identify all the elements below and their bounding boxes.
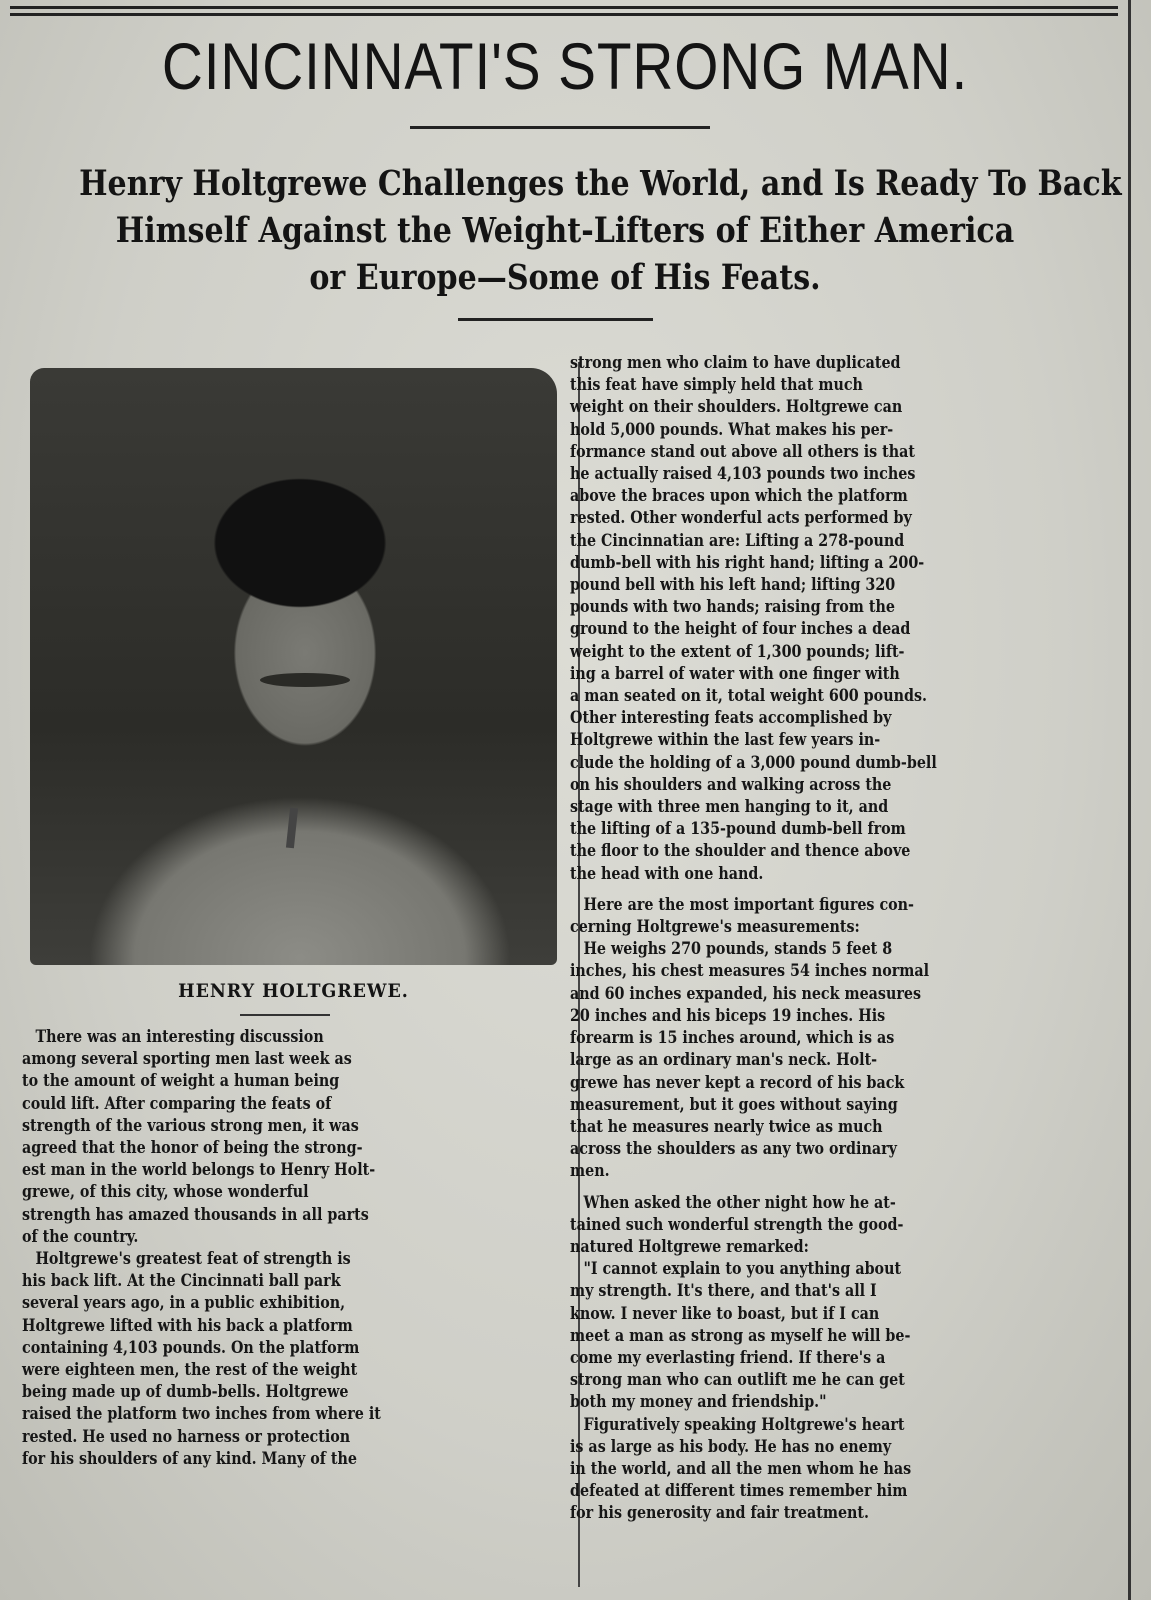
subhead-line-3: or Europe—Some of His Feats.	[309, 257, 821, 298]
text-line: this feat have simply held that much	[570, 375, 863, 396]
text-line: my strength. It's there, and that's all I	[570, 1281, 877, 1302]
text-line: across the shoulders as any two ordinary	[570, 1139, 897, 1160]
text-line: Other interesting feats accomplished by	[570, 708, 892, 729]
text-line: were eighteen men, the rest of the weight	[22, 1360, 358, 1381]
text-line: for his generosity and fair treatment.	[570, 1503, 870, 1524]
text-line: grewe, of this city, whose wonderful	[22, 1182, 309, 1203]
text-line: of the country.	[22, 1226, 139, 1247]
text-line: is as large as his body. He has no enemy	[570, 1436, 892, 1457]
text-line: agreed that the honor of being the strong-	[22, 1138, 363, 1159]
text-line: 20 inches and his biceps 19 inches. His	[570, 1005, 886, 1026]
text-line: Here are the most important figures con-	[583, 894, 914, 915]
text-line: that he measures nearly twice as much	[570, 1116, 883, 1137]
subhead-divider	[458, 318, 653, 321]
text-line: the floor to the shoulder and thence above	[570, 841, 911, 862]
text-line: "I cannot explain to you anything about	[583, 1259, 902, 1280]
text-line: strength has amazed thousands in all parts	[22, 1204, 369, 1225]
text-line: raised the platform two inches from where it	[22, 1404, 381, 1425]
text-line: pound bell with his left hand; lifting 320	[570, 575, 896, 596]
photo-caption: HENRY HOLTGREWE.	[178, 980, 409, 1002]
text-line: meet a man as strong as myself he will be-	[570, 1325, 911, 1346]
right-border-rule	[1128, 0, 1131, 1600]
caption-divider	[240, 1014, 330, 1016]
text-line: to the amount of weight a human being	[22, 1071, 340, 1092]
text-line: could lift. After comparing the feats of	[22, 1093, 332, 1114]
text-line: est man in the world belongs to Henry Holt-	[22, 1160, 376, 1181]
text-line: and 60 inches expanded, his neck measures	[570, 983, 922, 1004]
right-column-text	[570, 352, 1118, 1525]
portrait-photo	[30, 368, 557, 965]
headline-divider	[410, 126, 710, 129]
text-line: natured Holtgrewe remarked:	[570, 1236, 809, 1257]
text-line: come my everlasting friend. If there's a	[570, 1347, 886, 1368]
text-line: inches, his chest measures 54 inches normal	[570, 961, 930, 982]
text-line: rested. He used no harness or protection	[22, 1426, 351, 1447]
text-line: men.	[570, 1161, 610, 1182]
text-line: Figuratively speaking Holtgrewe's heart	[583, 1414, 905, 1435]
text-line: dumb-bell with his right hand; lifting a 200-	[570, 552, 925, 573]
text-line: the lifting of a 135-pound dumb-bell from	[570, 819, 906, 840]
text-line: on his shoulders and walking across the	[570, 774, 892, 795]
text-line: He weighs 270 pounds, stands 5 feet 8	[583, 939, 893, 960]
text-line: There was an interesting discussion	[35, 1027, 324, 1047]
text-line: he actually raised 4,103 pounds two inches	[570, 464, 916, 485]
text-line: above the braces upon which the platform	[570, 486, 908, 507]
text-line: large as an ordinary man's neck. Holt-	[570, 1050, 878, 1071]
subheadline	[79, 160, 1122, 301]
subhead-line-1: Henry Holtgrewe Challenges the World, and Is Ready To Back	[79, 163, 1122, 204]
text-line: rested. Other wonderful acts performed by	[570, 508, 912, 529]
text-line: the head with one hand.	[570, 863, 764, 884]
text-line: containing 4,103 pounds. On the platform	[22, 1337, 360, 1358]
text-line: pounds with two hands; raising from the	[570, 597, 895, 618]
text-line: tained such wonderful strength the good-	[570, 1214, 904, 1235]
text-line: hold 5,000 pounds. What makes his per-	[570, 419, 894, 440]
text-line: stage with three men hanging to it, and	[570, 797, 889, 818]
text-line: for his shoulders of any kind. Many of the	[22, 1448, 357, 1469]
photo-mustache-shadow	[260, 673, 350, 687]
text-line: cerning Holtgrewe's measurements:	[570, 917, 860, 938]
text-line: measurement, but it goes without saying	[570, 1094, 898, 1115]
text-line: weight on their shoulders. Holtgrewe can	[570, 397, 903, 418]
headline: CINCINNATI'S STRONG MAN.	[161, 29, 969, 103]
top-double-rule	[10, 6, 1118, 9]
text-line: forearm is 15 inches around, which is as	[570, 1028, 895, 1049]
subhead-line-2: Himself Against the Weight-Lifters of Either America	[115, 210, 1015, 251]
text-line: strong man who can outlift me he can get	[570, 1370, 905, 1391]
text-line: Holtgrewe lifted with his back a platform	[22, 1315, 353, 1336]
text-line: being made up of dumb-bells. Holtgrewe	[22, 1382, 349, 1403]
text-line: grewe has never kept a record of his back	[570, 1072, 905, 1093]
text-line: the Cincinnatian are: Lifting a 278-pound	[570, 530, 905, 551]
text-line: among several sporting men last week as	[22, 1049, 352, 1070]
text-line: both my money and friendship."	[570, 1392, 827, 1413]
text-line: know. I never like to boast, but if I can	[570, 1303, 880, 1324]
text-line: Holtgrewe's greatest feat of strength is	[35, 1249, 351, 1270]
text-line: clude the holding of a 3,000 pound dumb-bell	[570, 752, 937, 773]
text-line: defeated at different times remember him	[570, 1481, 908, 1502]
text-line: When asked the other night how he at-	[583, 1192, 896, 1213]
text-line: weight to the extent of 1,300 pounds; lift-	[570, 641, 905, 662]
left-column-text	[22, 1026, 567, 1470]
photo-mark	[286, 808, 298, 849]
text-line: formance stand out above all others is that	[570, 441, 915, 462]
text-line: Holtgrewe within the last few years in-	[570, 730, 881, 751]
text-line: his back lift. At the Cincinnati ball park	[22, 1271, 341, 1292]
text-line: ground to the height of four inches a dead	[570, 619, 911, 640]
text-line: a man seated on it, total weight 600 pounds.	[570, 686, 927, 707]
text-line: in the world, and all the men whom he has	[570, 1458, 912, 1479]
text-line: several years ago, in a public exhibition,	[22, 1293, 346, 1314]
text-line: ing a barrel of water with one finger with	[570, 663, 900, 684]
text-line: strong men who claim to have duplicated	[570, 353, 901, 373]
text-line: strength of the various strong men, it was	[22, 1115, 359, 1136]
